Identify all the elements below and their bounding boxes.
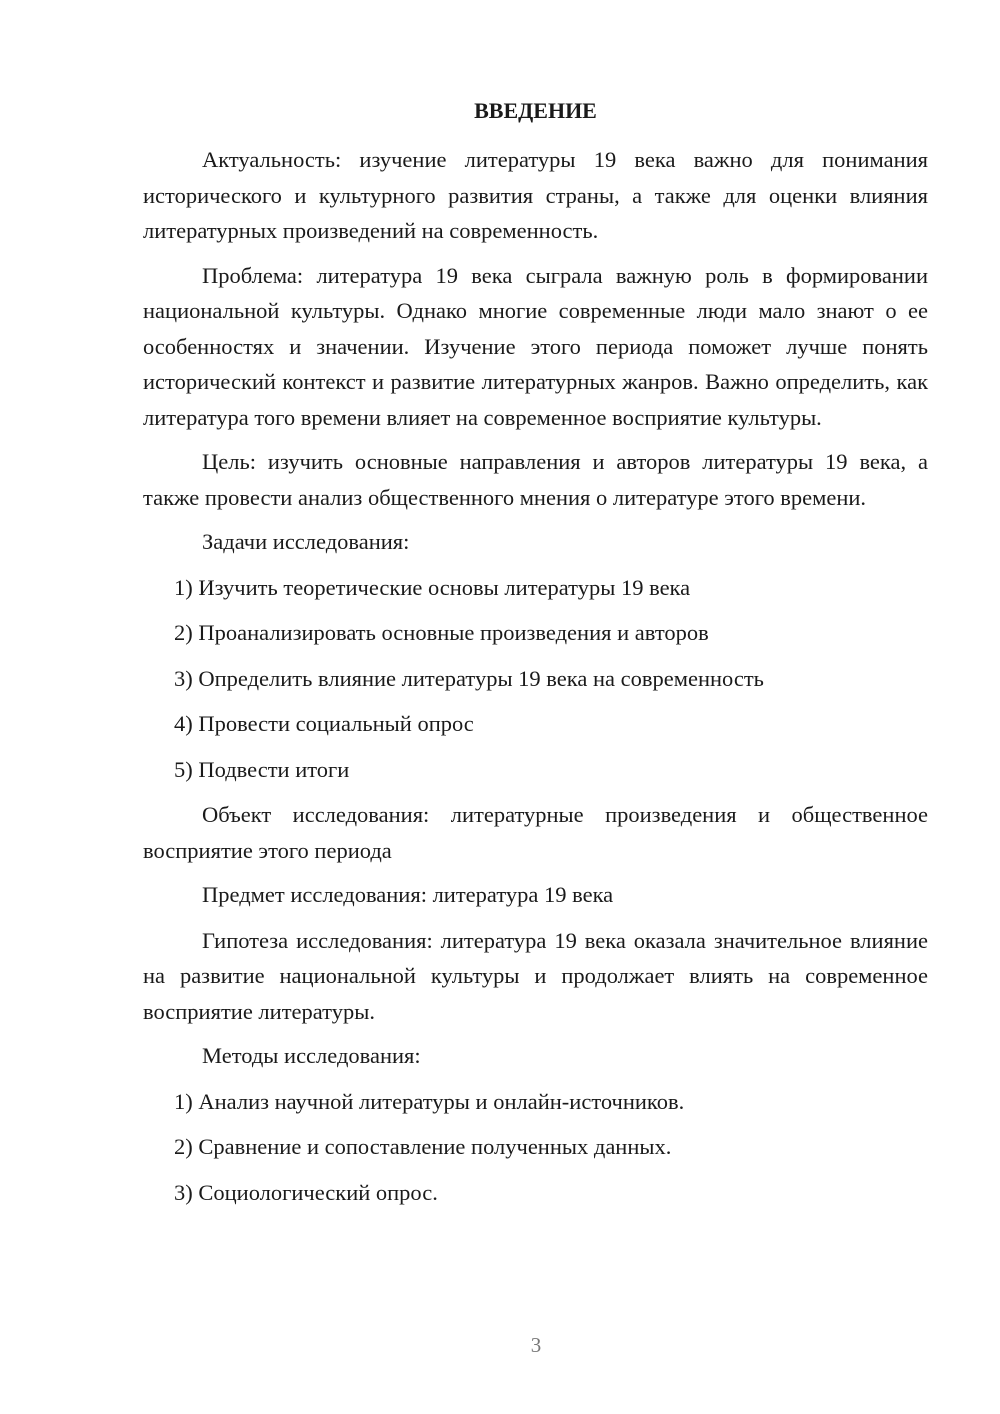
document-page [143, 92, 928, 1220]
task-item-5: 5) Подвести итоги [174, 756, 350, 782]
tasks-list [143, 570, 928, 788]
methods-heading: Методы исследования: [202, 1043, 421, 1068]
method-item-3: 3) Социологический опрос. [174, 1179, 438, 1205]
relevance-paragraph: Актуальность: изучение литературы 19 века важно для понимания исторического и культурного развития страны, а также для оценки влияния литературных произведений на современность. [143, 147, 928, 243]
task-item-2: 2) Проанализировать основные произведения и авторов [174, 620, 709, 645]
method-item-1: 1) Анализ научной литературы и онлайн-источников. [174, 1088, 685, 1114]
subject-paragraph: Предмет исследования: литература 19 века [202, 882, 614, 907]
methods-list [143, 1084, 928, 1211]
page-number: 3 [530, 1333, 542, 1357]
hypothesis-paragraph: Гипотеза исследования: литература 19 века оказала значительное влияние на развитие национальной культуры и продолжает влиять на современное восприятие литературы. [143, 927, 928, 1024]
section-heading: ВВЕДЕНИЕ [474, 98, 597, 123]
problem-paragraph: Проблема: литература 19 века сыграла важную роль в формировании национальной культуры. Однако многие современные люди мало знают о ее особенностях и значении. Изучение этого периода поможет лучше понять исторический контекст и развитие литературных жанров. Важно определить, как литература того времени влияет на современное восприятие культуры. [143, 262, 928, 430]
object-paragraph: Объект исследования: литературные произведения и общественное восприятие этого периода [143, 802, 928, 863]
task-item-4: 4) Провести социальный опрос [174, 711, 474, 736]
method-item-2: 2) Сравнение и сопоставление полученных данных. [174, 1134, 672, 1159]
tasks-heading: Задачи исследования: [202, 529, 410, 554]
goal-paragraph: Цель: изучить основные направления и авторов литературы 19 века, а также провести анализ общественного мнения о литературе этого времени. [143, 449, 928, 510]
task-item-3: 3) Определить влияние литературы 19 века на современность [174, 665, 764, 691]
task-item-1: 1) Изучить теоретические основы литературы 19 века [174, 574, 691, 600]
